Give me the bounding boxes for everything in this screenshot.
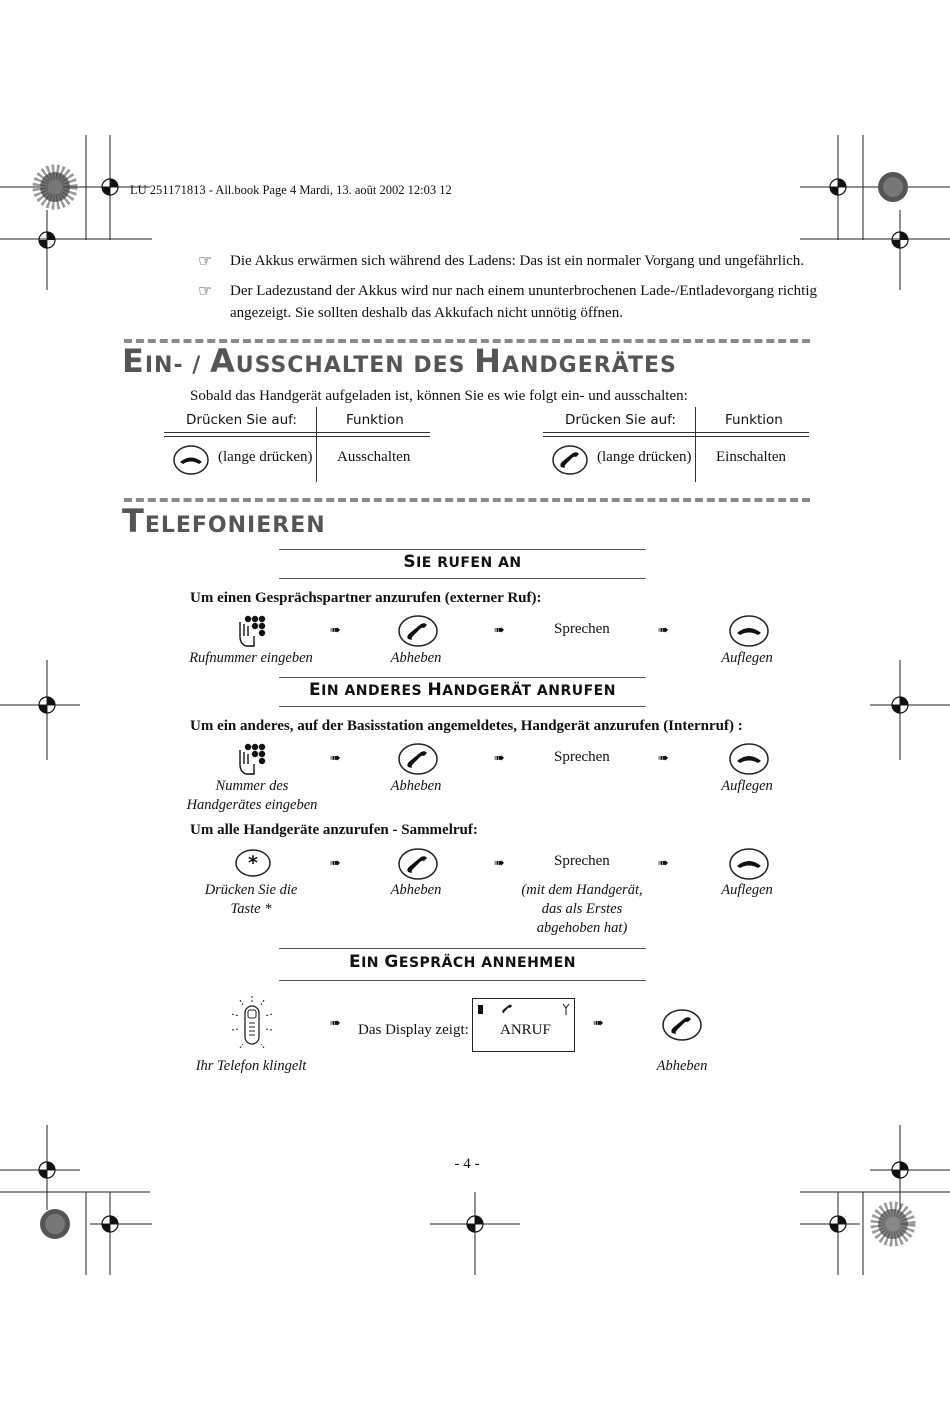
instruction-sammelruf: Um alle Handgeräte anzurufen - Sammelruf: — [190, 822, 478, 838]
instruction-externer-ruf: Um einen Gesprächspartner anzurufen (externer Ruf): — [190, 590, 542, 606]
table-header-function: Funktion — [725, 412, 783, 428]
ringing-phone-icon — [230, 996, 274, 1054]
arrow-icon: ➠ — [593, 1015, 604, 1030]
arrow-icon: ➠ — [330, 622, 341, 637]
step-note-2: das als Erstes — [541, 901, 623, 917]
arrow-icon: ➠ — [494, 750, 505, 765]
step-rufnummer-eingeben: Rufnummer eingeben — [189, 650, 313, 666]
display-text: ANRUF — [500, 1022, 551, 1038]
step-sprechen: Sprechen — [554, 853, 610, 869]
step-druecken-sie-die: Drücken Sie die — [204, 882, 298, 898]
step-ihr-telefon-klingelt: Ihr Telefon klingelt — [195, 1058, 307, 1074]
step-auflegen: Auflegen — [721, 882, 773, 898]
step-taste-stern: Taste * — [230, 901, 272, 917]
step-abheben: Abheben — [390, 650, 442, 666]
function-ausschalten: Ausschalten — [337, 449, 411, 465]
arrow-icon: ➠ — [330, 750, 341, 765]
print-header-info: LU 251171813 - All.book Page 4 Mardi, 13. août 2002 12:03 12 — [130, 183, 452, 197]
arrow-icon: ➠ — [658, 855, 669, 870]
bullet-text-2a: Der Ladezustand der Akkus wird nur nach einem ununterbrochenen Lade-/Entladevorgang richtig — [230, 283, 818, 299]
step-sprechen: Sprechen — [554, 621, 610, 637]
keypad-icon — [236, 614, 266, 648]
off-hook-key-icon — [397, 742, 439, 776]
pointing-hand-icon: ☞ — [198, 281, 213, 300]
subheading-sie-rufen-an: SIE RUFEN AN — [403, 552, 522, 572]
display-label: Das Display zeigt: — [358, 1022, 469, 1038]
arrow-icon: ➠ — [658, 750, 669, 765]
pointing-hand-icon: ☞ — [198, 251, 213, 270]
hang-up-key-icon — [728, 614, 770, 648]
section-title-telefonieren: TELEFONIEREN — [122, 502, 326, 540]
arrow-icon: ➠ — [330, 1015, 341, 1030]
subheading-ein-anderes-handgeraet: EIN ANDERES HANDGERÄT ANRUFEN — [309, 680, 616, 700]
step-auflegen: Auflegen — [721, 650, 773, 666]
keypad-icon — [236, 742, 266, 776]
hang-up-key-icon — [728, 847, 770, 881]
function-einschalten: Einschalten — [716, 449, 786, 465]
arrow-icon: ➠ — [494, 855, 505, 870]
display-status-icons — [477, 1002, 570, 1016]
handset-display — [472, 998, 575, 1052]
arrow-icon: ➠ — [494, 622, 505, 637]
bullet-text-2b: angezeigt. Sie sollten deshalb das Akkufach nicht unnötig öffnen. — [230, 305, 623, 321]
press-long-text: (lange drücken) — [218, 449, 313, 465]
arrow-icon: ➠ — [658, 622, 669, 637]
hang-up-key-icon — [172, 444, 210, 476]
page-number: - 4 - — [454, 1156, 480, 1172]
power-off-table — [164, 407, 430, 482]
off-hook-key-icon — [551, 444, 589, 476]
step-note-3: abgehoben hat) — [536, 920, 628, 936]
hang-up-key-icon — [728, 742, 770, 776]
off-hook-key-icon — [397, 614, 439, 648]
star-key-label: * — [248, 852, 258, 874]
off-hook-key-icon — [397, 847, 439, 881]
step-abheben: Abheben — [656, 1058, 708, 1074]
arrow-icon: ➠ — [330, 855, 341, 870]
section-title-ein-ausschalten: EIN- / AUSSCHALTEN DES HANDGERÄTES — [122, 342, 677, 380]
step-nummer-des: Nummer des — [215, 778, 289, 794]
step-abheben: Abheben — [390, 778, 442, 794]
step-note-1: (mit dem Handgerät, — [521, 882, 643, 898]
press-long-text: (lange drücken) — [597, 449, 692, 465]
step-handgeraetes-eingeben: Handgerätes eingeben — [186, 797, 318, 813]
section-intro: Sobald das Handgerät aufgeladen ist, können Sie es wie folgt ein- und ausschalten: — [190, 388, 688, 404]
power-on-table — [543, 407, 809, 482]
step-sprechen: Sprechen — [554, 749, 610, 765]
instruction-internruf: Um ein anderes, auf der Basisstation angemeldetes, Handgerät anzurufen (Internruf) : — [190, 718, 743, 734]
step-auflegen: Auflegen — [721, 778, 773, 794]
table-header-function: Funktion — [346, 412, 404, 428]
bullet-text-1: Die Akkus erwärmen sich während des Ladens: Das ist ein normaler Vorgang und ungefährlich. — [230, 253, 805, 269]
step-abheben: Abheben — [390, 882, 442, 898]
table-header-press: Drücken Sie auf: — [565, 412, 676, 428]
off-hook-key-icon — [661, 1008, 703, 1042]
subheading-ein-gespraech-annehmen: EIN GESPRÄCH ANNEHMEN — [348, 952, 577, 972]
table-header-press: Drücken Sie auf: — [186, 412, 297, 428]
